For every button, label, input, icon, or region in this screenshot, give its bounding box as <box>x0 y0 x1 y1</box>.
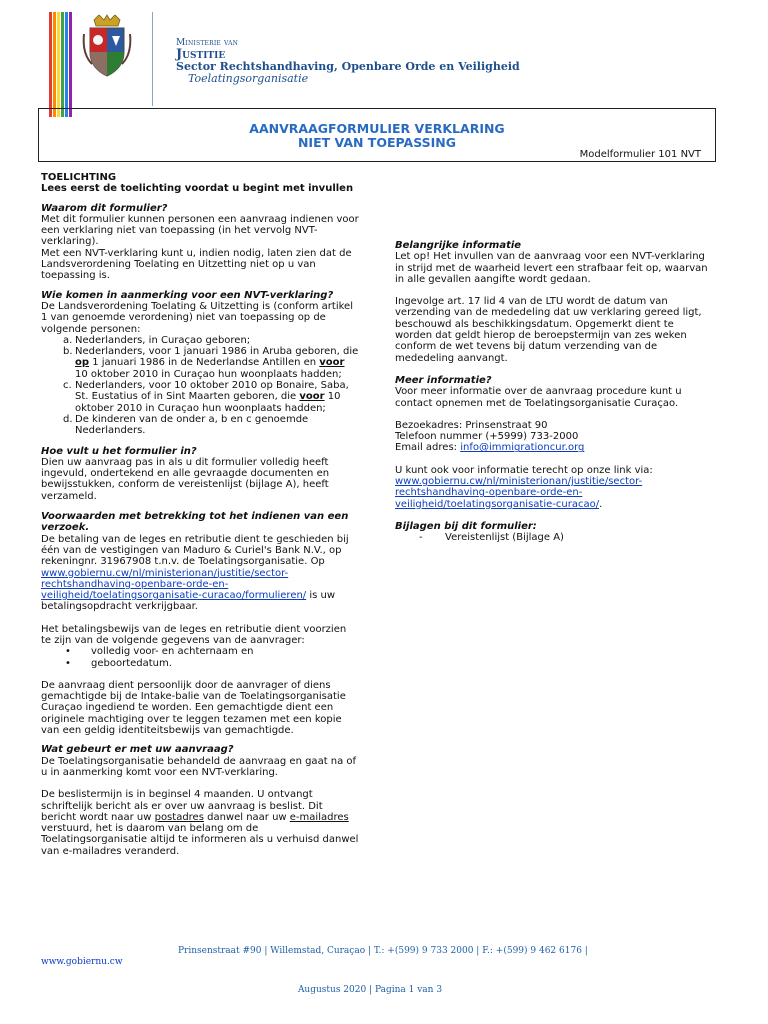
heading-voorwaarden: Voorwaarden met betrekking tot het indienen van een verzoek. <box>41 511 349 534</box>
header-divider <box>152 12 153 106</box>
bijlagen-list <box>395 532 713 543</box>
left-column <box>41 172 359 857</box>
ministry-line1: Ministerie van <box>176 38 239 48</box>
color-stripe-purple <box>69 12 72 117</box>
list-item: d. De kinderen van de onder a, b en c genoemde Nederlanders. <box>63 413 309 437</box>
paragraph-wie: De Landsverordening Toelating & Uitzetting is (conform artikel 1 van genoemde verordening) niet van toepassing op de volgende personen: <box>41 300 353 335</box>
paragraph-belangrijk: Let op! Het invullen van de aanvraag voor een NVT-verklaring in strijd met de waarheid levert een strafbaar feit op, waarvan in alle gevallen aangifte wordt gedaan. <box>395 251 708 285</box>
email-line: Email adres: info@immigrationcur.org <box>395 442 585 454</box>
info-link[interactable]: www.gobiernu.cw/nl/ministerionan/justitie/sector-rechtshandhaving-openbare-orde-en-veiligheid/toelatingsorganisatie-curacao/ <box>395 476 643 510</box>
heading-meer: Meer informatie? <box>395 374 492 386</box>
ministry-line4: Toelatingsorganisatie <box>188 72 309 85</box>
title-box <box>38 108 716 162</box>
list-item: a. Nederlanders, in Curaçao geboren; <box>63 334 251 346</box>
paragraph-persoonlijk: De aanvraag dient persoonlijk door de aanvrager of diens gemachtigde bij de Intake-balie van de Toelatingsorganisatie Curaçao ingediend te worden. Een gemachtigde dient een originele machtiging over te leggen tezamen met een kopie van een geldig identiteitsbewijs van gemachtigde. <box>41 679 346 737</box>
form-title-line2: NIET VAN TOEPASSING <box>297 135 457 150</box>
paragraph-betaling: Het betalingsbewijs van de leges en retributie dient voorzien te zijn van de volgende gegevens van de aanvrager: <box>41 623 347 646</box>
footer-page: Augustus 2020 | Pagina 1 van 3 <box>297 985 443 995</box>
ministry-line3: Sector Rechtshandhaving, Openbare Orde en Veiligheid <box>176 60 520 73</box>
formulieren-link[interactable]: www.gobiernu.cw/nl/ministerionan/justitie/sector-rechtshandhaving-openbare-orde-en-veiligheid/toelatingsorganisatie-curacao/formulieren/ <box>41 567 307 602</box>
color-stripe-green <box>61 12 64 117</box>
ministry-header <box>176 38 520 85</box>
list-item: - Vereistenlijst (Bijlage A) <box>419 532 564 544</box>
email-link[interactable]: info@immigrationcur.org <box>460 442 585 454</box>
model-number: Modelformulier 101 NVT <box>579 149 701 160</box>
ministry-line2: Justitie <box>176 47 226 62</box>
wie-list <box>41 335 359 437</box>
info-link-line: www.gobiernu.cw/nl/ministerionan/justitie/sector-rechtshandhaving-openbare-orde-en-veiligheid/toelatingsorganisatie-curacao/. <box>395 476 643 510</box>
paragraph-waarom-2: Met een NVT-verklaring kunt u, indien nodig, laten zien dat de Landsverordening Toelating en Uitzetting niet op u van toepassing is. <box>41 247 352 282</box>
paragraph-meer: Voor meer informatie over de aanvraag procedure kunt u contact opnemen met de Toelatingsorganisatie Curaçao. <box>395 386 682 409</box>
heading-bijlagen: Bijlagen bij dit formulier: <box>395 520 537 532</box>
paragraph-hoe: Dien uw aanvraag pas in als u dit formulier volledig heeft ingevuld, ondertekend en alle gevraagde documenten en bewijsstukken, conform de vereistenlijst (bijlage A), heeft verzameld. <box>41 456 330 502</box>
heading-waarom: Waarom dit formulier? <box>41 202 168 214</box>
color-stripe-blue <box>65 12 68 117</box>
list-item: b. Nederlanders, voor 1 januari 1986 in Aruba geboren, die op 1 januari 1986 in de Nederlandse Antillen en voor 10 oktober 2010 in Curaçao hun woonplaats hadden; <box>63 346 359 380</box>
betaling-bullets <box>41 646 359 669</box>
footer-website-line <box>41 957 123 967</box>
color-stripe-yellow <box>57 12 60 117</box>
paragraph-voorwaarden: De betaling van de leges en retributie dient te geschieden bij één van de vestigingen van Maduro & Curiel's Bank N.V., op rekeningnr. 31967908 t.n.v. de Toelatingsorganisatie. Op www.gobiernu.cw/nl/ministerionan/justitie/sector-rechtshandhaving-openbare-orde-en-veiligheid/toelatingsorganisatie-curacao/formulieren/ is uw betalingsopdracht verkrijgbaar. <box>41 533 349 613</box>
visit-address: Bezoekadres: Prinsenstraat 90 <box>395 419 548 431</box>
heading-hoe: Hoe vult u het formulier in? <box>41 445 197 457</box>
color-stripe-orange <box>53 12 56 117</box>
intro-text: Lees eerst de toelichting voordat u begint met invullen <box>41 183 354 195</box>
toelichting-heading: TOELICHTING <box>41 172 117 183</box>
footer-address: Prinsenstraat #90 | Willemstad, Curaçao | T.: +(599) 9 733 2000 | F.: +(599) 9 462 6176 | <box>178 946 588 956</box>
coat-of-arms-icon <box>82 14 132 78</box>
list-item: • volledig voor- en achternaam en <box>65 646 254 658</box>
paragraph-gebeurt: De Toelatingsorganisatie behandeld de aanvraag en gaat na of u in aanmerking komt voor een NVT-verklaring. <box>41 755 357 778</box>
footer-website-link[interactable]: www.gobiernu.cw <box>41 957 123 967</box>
heading-wie: Wie komen in aanmerking voor een NVT-verklaring? <box>41 289 334 301</box>
paragraph-ingevolge: Ingevolge art. 17 lid 4 van de LTU wordt de datum van verzending van de mededeling dat uw verklaring gereed ligt, beschouwd als beschikkingsdatum. Opgemerkt dient te worden dat geldt hierop de beroepstermijn van zes weken conform de wet tevens bij datum verzending van de mededeling aanvangt. <box>395 296 702 364</box>
form-title-line1: AANVRAAGFORMULIER VERKLARING <box>249 121 505 136</box>
list-item: c. Nederlanders, voor 10 oktober 2010 op Bonaire, Saba, St. Eustatius of in Sint Maarten geboren, die voor 10 oktober 2010 in Curaçao hun woonplaats hadden; <box>63 380 349 414</box>
color-stripe-red <box>49 12 52 117</box>
right-column <box>395 240 713 544</box>
heading-gebeurt: Wat gebeurt er met uw aanvraag? <box>41 744 234 756</box>
link-intro: U kunt ook voor informatie terecht op onze link via: <box>395 464 653 476</box>
list-item: • geboortedatum. <box>65 657 172 669</box>
phone-number: Telefoon nummer (+5999) 733-2000 <box>395 431 579 443</box>
heading-belangrijk: Belangrijke informatie <box>395 240 522 251</box>
paragraph-termijn: De beslistermijn is in beginsel 4 maanden. U ontvangt schriftelijk bericht als er over uw aanvraag is beslist. Dit bericht wordt naar uw postadres danwel naar uw e-mailadres verstuurd, het is daarom van belang om de Toelatingsorganisatie altijd te informeren als u verhuisd danwel van e-mailadres veranderd. <box>41 789 359 857</box>
paragraph-waarom-1: Met dit formulier kunnen personen een aanvraag indienen voor een verklaring niet van toepassing (in het vervolg NVT-verklaring). <box>41 213 359 248</box>
